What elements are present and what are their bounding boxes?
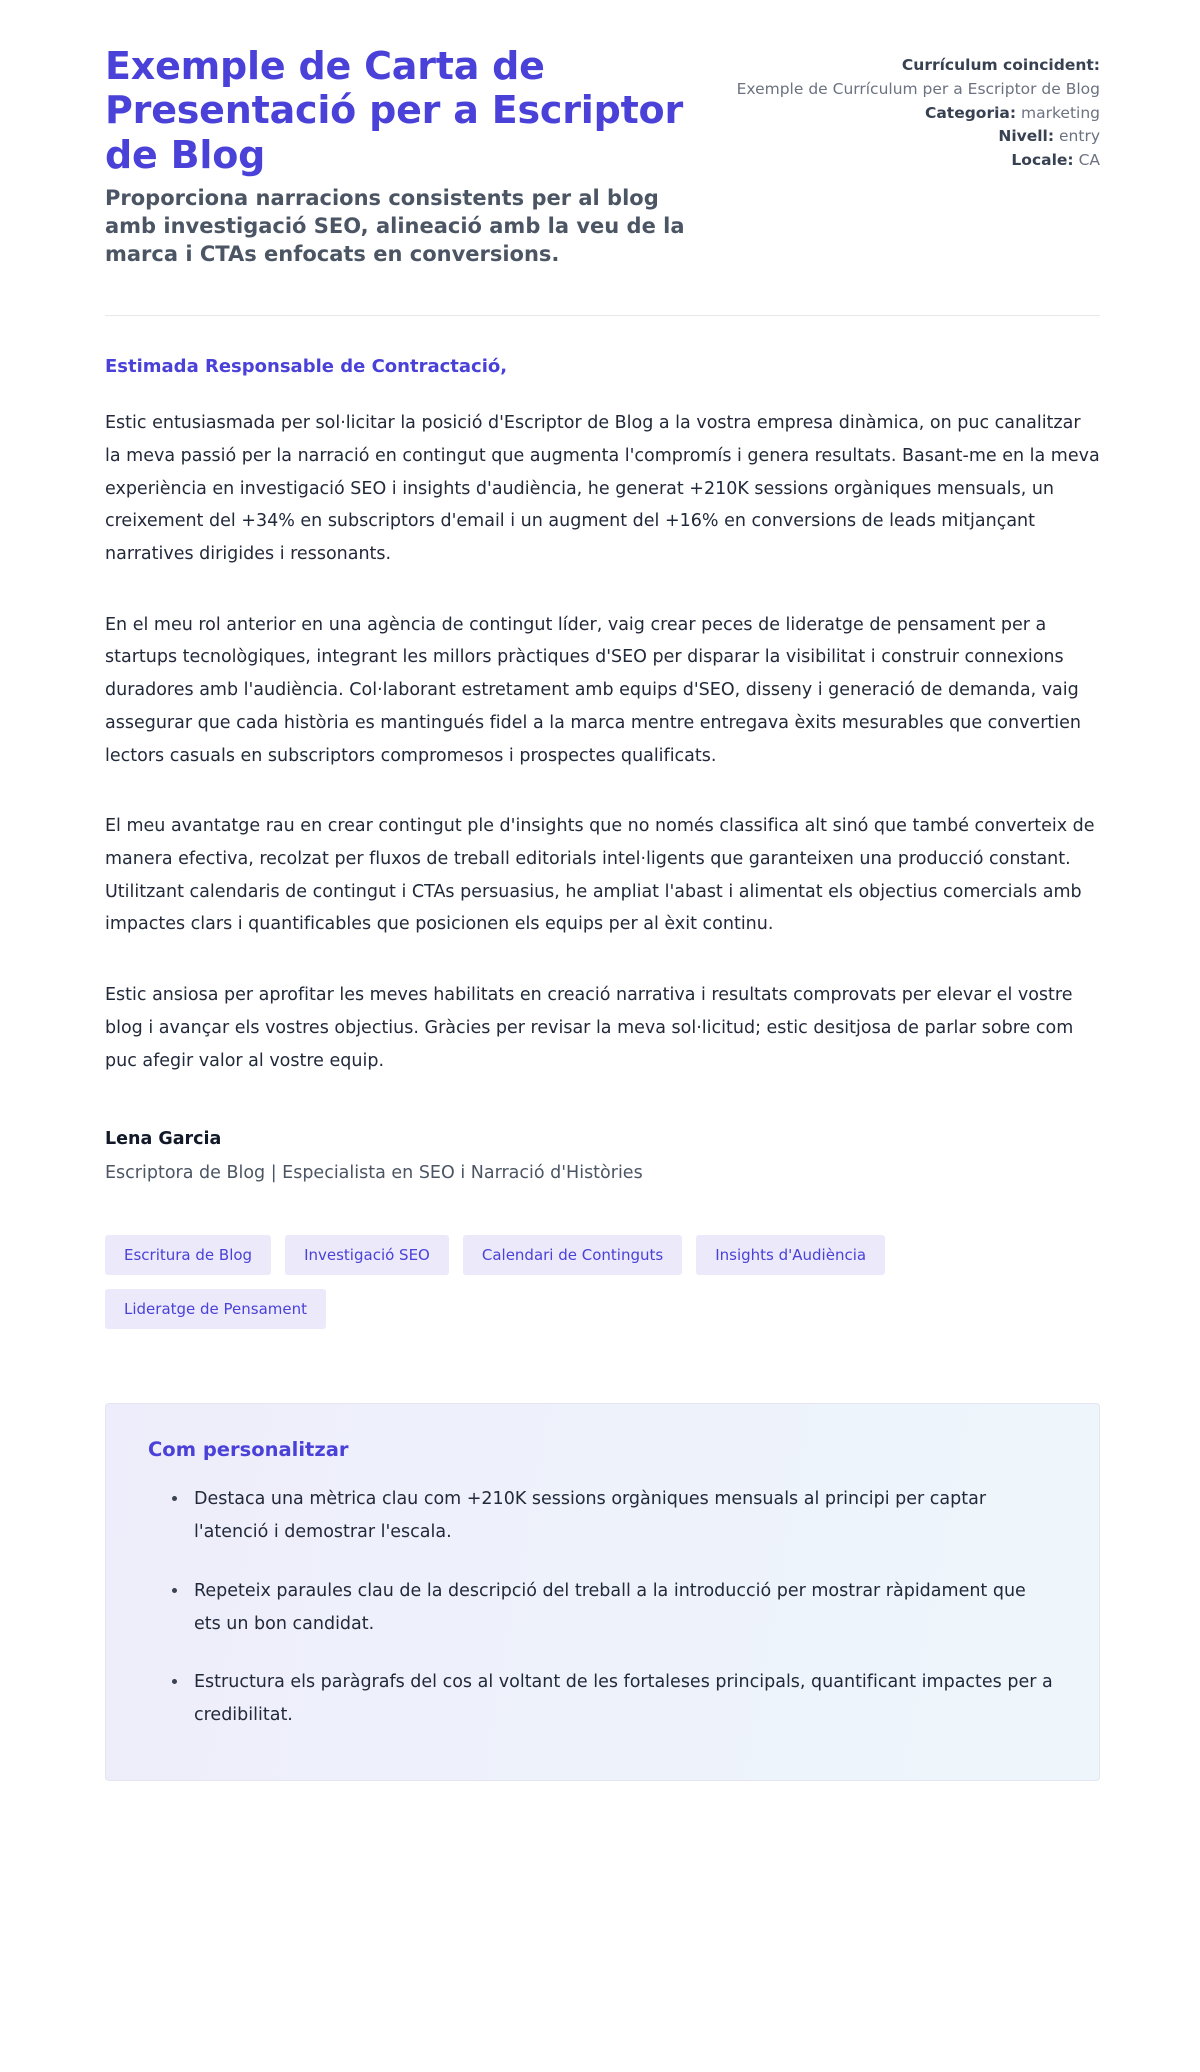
- meta-category-label: Categoria:: [924, 103, 1017, 122]
- skill-tag-list: [105, 1235, 965, 1329]
- cover-letter-body: [105, 316, 1100, 1781]
- customization-callout: [105, 1403, 1100, 1780]
- letter-paragraph: En el meu rol anterior en una agència de contingut líder, vaig crear peces de lideratge de pensament per a startups tecnològiques, integrant les millors pràctiques d'SEO per disparar la visibilitat i construir connexions duradores amb l'audiència. Col·laborant estretament amb equips d'SEO, disseny i generació de demanda, vaig assegurar que cada història es mantingués fidel a la marca mentre entregava èxits mesurables que convertien lectors casuals en subscriptors compromesos i prospectes qualificats.: [105, 614, 1081, 766]
- page-subtitle: Proporciona narracions consistents per al blog amb investigació SEO, alineació amb la veu de la marca i CTAs enfocats en conversions.: [105, 186, 685, 267]
- signature-block: [105, 1129, 1100, 1183]
- skill-tag[interactable]: Insights d'Audiència: [696, 1235, 885, 1275]
- document-header: [105, 44, 1100, 269]
- skill-tag[interactable]: Lideratge de Pensament: [105, 1289, 326, 1329]
- signature-role: Escriptora de Blog | Especialista en SEO i Narració d'Històries: [105, 1163, 643, 1184]
- meta-locale-value: CA: [1078, 151, 1100, 170]
- callout-title: Com personalitzar: [148, 1438, 349, 1462]
- meta-locale: [737, 149, 1100, 172]
- callout-tip-list: [148, 1483, 1057, 1731]
- skill-tag[interactable]: Calendari de Continguts: [463, 1235, 682, 1275]
- meta-matching-resume: [737, 54, 1100, 101]
- letter-paragraph: El meu avantatge rau en crear contingut ple d'insights que no només classifica alt sinó que també converteix de manera efectiva, recolzat per fluxos de treball editorials intel·ligents que garanteixen una producció constant. Utilitzant calendaris de contingut i CTAs persuasius, he ampliat l'abast i alimentat els objectius comercials amb impactes clars i quantificables que posicionen els equips per al èxit continu.: [105, 816, 1095, 935]
- meta-level: [737, 125, 1100, 148]
- meta-matching-resume-label: Currículum coincident:: [901, 56, 1100, 74]
- page-title: Exemple de Carta de Presentació per a Escriptor de Blog: [105, 44, 683, 177]
- signature-name: Lena Garcia: [105, 1129, 222, 1150]
- meta-level-value: entry: [1059, 127, 1100, 146]
- letter-paragraph: Estic ansiosa per aprofitar les meves habilitats en creació narrativa i resultats comprovats per elevar el vostre blog i avançar els vostres objectius. Gràcies per revisar la meva sol·licitud; estic desitjosa de parlar sobre com puc afegir valor al vostre equip.: [105, 985, 1074, 1071]
- header-metadata: [737, 44, 1100, 173]
- meta-category-value: marketing: [1021, 103, 1100, 122]
- meta-matching-resume-value: Exemple de Currículum per a Escriptor de Blog: [736, 79, 1100, 98]
- meta-locale-label: Locale:: [1011, 151, 1074, 170]
- callout-tip-item: Destaca una mètrica clau com +210K sessions orgàniques mensuals al principi per captar l'atenció i demostrar l'escala.: [172, 1483, 1057, 1548]
- header-title-block: [105, 44, 697, 269]
- meta-level-label: Nivell:: [998, 127, 1055, 146]
- meta-category: [737, 102, 1100, 125]
- letter-salutation: Estimada Responsable de Contractació,: [105, 356, 508, 378]
- skill-tag[interactable]: Escritura de Blog: [105, 1235, 271, 1275]
- skill-tag[interactable]: Investigació SEO: [285, 1235, 449, 1275]
- callout-tip-item: Repeteix paraules clau de la descripció del treball a la introducció per mostrar ràpidament que ets un bon candidat.: [172, 1575, 1057, 1640]
- callout-tip-item: Estructura els paràgrafs del cos al voltant de les fortaleses principals, quantificant impactes per a credibilitat.: [172, 1666, 1057, 1731]
- letter-paragraph: Estic entusiasmada per sol·licitar la posició d'Escriptor de Blog a la vostra empresa dinàmica, on puc canalitzar la meva passió per la narració en contingut que augmenta l'compromís i genera resultats. Basant-me en la meva experiència en investigació SEO i insights d'audiència, he generat +210K sessions orgàniques mensuals, un creixement del +34% en subscriptors d'email i un augment del +16% en conversions de leads mitjançant narratives dirigides i ressonants.: [105, 413, 1100, 564]
